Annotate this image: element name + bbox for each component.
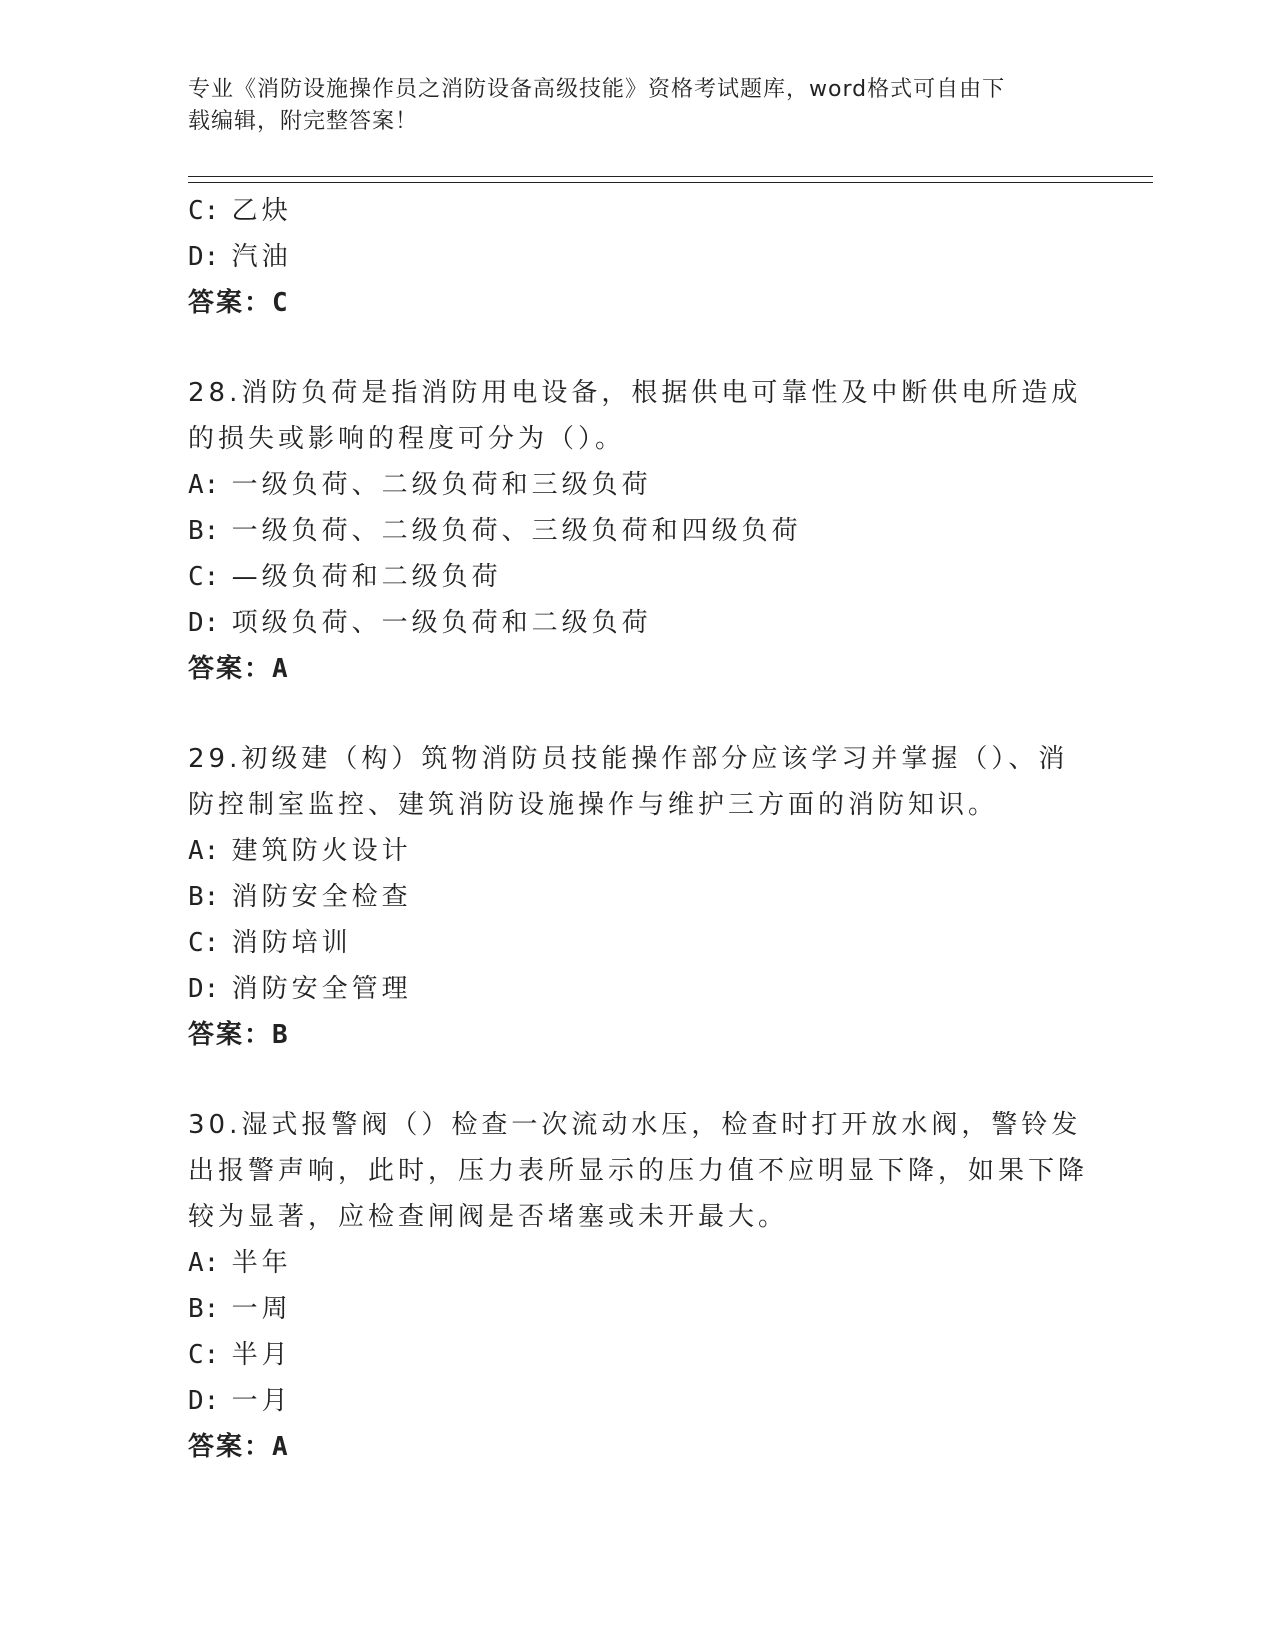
- header-rule-top: [188, 176, 1153, 177]
- answer-line: [188, 280, 1088, 326]
- previous-question-tail: [188, 188, 1088, 326]
- option-letter: D:: [188, 242, 220, 272]
- option-c: [188, 920, 1088, 966]
- option-c: [188, 188, 1088, 234]
- option-text: 半月: [231, 1340, 292, 1370]
- option-letter: D:: [188, 974, 220, 1004]
- option-letter: B:: [188, 882, 220, 912]
- option-letter: A:: [188, 470, 220, 500]
- option-b: [188, 508, 1088, 554]
- option-letter: D:: [188, 608, 220, 638]
- option-a: [188, 828, 1088, 874]
- question-30: [188, 1102, 1088, 1470]
- option-a: [188, 1240, 1088, 1286]
- question-stem: 28.消防负荷是指消防用电设备，根据供电可靠性及中断供电所造成的损失或影响的程度可分为（）。: [188, 378, 1082, 454]
- option-letter: C:: [188, 196, 220, 226]
- header-line-2: 载编辑，附完整答案！: [188, 109, 419, 134]
- option-text: 一级负荷、二级负荷、三级负荷和四级负荷: [231, 516, 802, 546]
- option-letter: B:: [188, 516, 220, 546]
- header-rule-bottom: [188, 182, 1153, 183]
- answer-label: 答案：: [188, 654, 273, 684]
- question-29: [188, 736, 1088, 1058]
- option-letter: C:: [188, 562, 220, 592]
- option-letter: B:: [188, 1294, 220, 1324]
- answer-value: C: [272, 288, 290, 318]
- answer-value: A: [272, 1432, 290, 1462]
- header-line-1: 专业《消防设施操作员之消防设备高级技能》资格考试题库，word格式可自由下: [188, 77, 1006, 102]
- option-c: [188, 554, 1088, 600]
- option-d: [188, 1378, 1088, 1424]
- option-c: [188, 1332, 1088, 1378]
- option-text: 消防安全检查: [231, 882, 412, 912]
- answer-label: 答案：: [188, 288, 273, 318]
- option-letter: D:: [188, 1386, 220, 1416]
- option-text: 消防安全管理: [231, 974, 412, 1004]
- option-text: 建筑防火设计: [231, 836, 412, 866]
- answer-line: [188, 646, 1088, 692]
- answer-value: B: [272, 1020, 290, 1050]
- question-stem: 29.初级建（构）筑物消防员技能操作部分应该学习并掌握（）、消防控制室监控、建筑消防设施操作与维护三方面的消防知识。: [188, 744, 1069, 820]
- option-d: [188, 600, 1088, 646]
- option-b: [188, 1286, 1088, 1332]
- option-letter: C:: [188, 928, 220, 958]
- question-stem: 30.湿式报警阀（）检查一次流动水压，检查时打开放水阀，警铃发出报警声响，此时，压力表所显示的压力值不应明显下降，如果下降较为显著，应检查闸阀是否堵塞或未开最大。: [188, 1110, 1089, 1232]
- answer-label: 答案：: [188, 1432, 273, 1462]
- option-text: 汽油: [231, 242, 292, 272]
- option-text: 一级负荷、二级负荷和三级负荷: [231, 470, 652, 500]
- option-text: 一周: [231, 1294, 292, 1324]
- option-a: [188, 462, 1088, 508]
- option-text: 项级负荷、一级负荷和二级负荷: [231, 608, 652, 638]
- option-b: [188, 874, 1088, 920]
- option-text: 乙炔: [231, 196, 292, 226]
- option-text: —级负荷和二级负荷: [231, 562, 502, 592]
- document-header: [188, 74, 1088, 138]
- answer-line: [188, 1012, 1088, 1058]
- question-28: [188, 370, 1088, 692]
- option-text: 半年: [231, 1248, 292, 1278]
- option-text: 消防培训: [231, 928, 352, 958]
- answer-line: [188, 1424, 1088, 1470]
- option-letter: A:: [188, 1248, 220, 1278]
- option-letter: C:: [188, 1340, 220, 1370]
- option-d: [188, 234, 1088, 280]
- option-letter: A:: [188, 836, 220, 866]
- option-text: 一月: [231, 1386, 292, 1416]
- option-d: [188, 966, 1088, 1012]
- document-body: [188, 188, 1088, 1470]
- answer-value: A: [272, 654, 290, 684]
- answer-label: 答案：: [188, 1020, 273, 1050]
